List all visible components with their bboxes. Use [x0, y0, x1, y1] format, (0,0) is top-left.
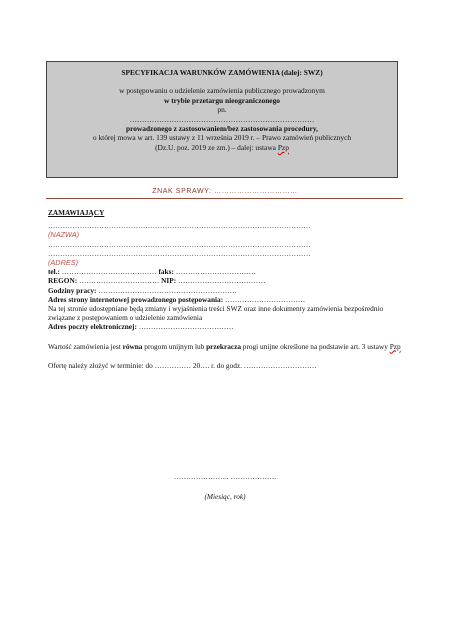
- address-dots-line-1: ………………………………………………………………………………………………: [48, 239, 311, 249]
- header-line-procedure: w postępowaniu o udzielenie zamówienia publicznego prowadzonym: [119, 86, 325, 96]
- case-number: ZNAK SPRAWY: ……………………………: [152, 188, 298, 195]
- header-line-name-dots: …………………………………………………………………: [129, 114, 315, 124]
- swz-header-box: [46, 61, 398, 178]
- email-line: Adres poczty elektronicznej: …………………………………: [48, 322, 234, 332]
- header-line-mode: w trybie przetargu nieograniczonego: [164, 95, 280, 105]
- divider-line: [46, 198, 403, 199]
- name-placeholder: (NAZWA): [48, 230, 80, 240]
- signature-dots: ………………….. ……………….: [173, 472, 277, 481]
- address-placeholder: (ADRES): [48, 258, 78, 268]
- header-line-article: o której mowa w art. 139 ustawy z 11 września 2019 r. – Prawo zamówień publicznych: [92, 133, 352, 143]
- zamawiajacy-heading: ZAMAWIAJĄCY: [48, 208, 105, 217]
- value-paragraph: Wartość zamówienia jest równa progom unijnym lub przekracza progi unijne określone na podstawie art. 3 ustawy Pzp: [48, 341, 401, 351]
- document-body: [48, 208, 403, 370]
- offer-deadline: Ofertę należy złożyć w terminie: do …………… 20…. r. do godz. …………………………: [48, 360, 317, 370]
- header-line-pn: pn.: [217, 105, 227, 115]
- website-info-text: Na tej stronie udostępniane będą zmiany i wyjaśnienia treści SWZ oraz inne dokumenty zamówienia bezpośrednio związane z postępowaniem o udzielenie zamówienia: [48, 304, 384, 323]
- hours-line: Godziny pracy: …………………………………………………: [48, 285, 237, 295]
- ids-line: REGON: …………………………… NIP: ………………………………: [48, 276, 266, 286]
- contact-line: tel.: ………………………………… faks: ……………………………: [48, 267, 256, 277]
- signature-label: (Miesiąc, rok): [204, 492, 246, 501]
- name-dots-line: ………………………………………………………………………………………………: [48, 221, 311, 231]
- header-line-journal: (Dz.U. poz. 2019 ze zm.) – dalej: ustawa Pzp: [155, 142, 289, 152]
- website-line: Adres strony internetowej prowadzonego postępowania: ……………………………: [48, 294, 306, 304]
- address-dots-line-2: ………………………………………………………………………………………………: [48, 248, 311, 258]
- header-line-procedure-type: prowadzonego z zastosowaniem/bez zastosowania procedury,: [125, 124, 319, 134]
- document-title: SPECYFIKACJA WARUNKÓW ZAMÓWIENIA (dalej: SWZ): [121, 68, 323, 77]
